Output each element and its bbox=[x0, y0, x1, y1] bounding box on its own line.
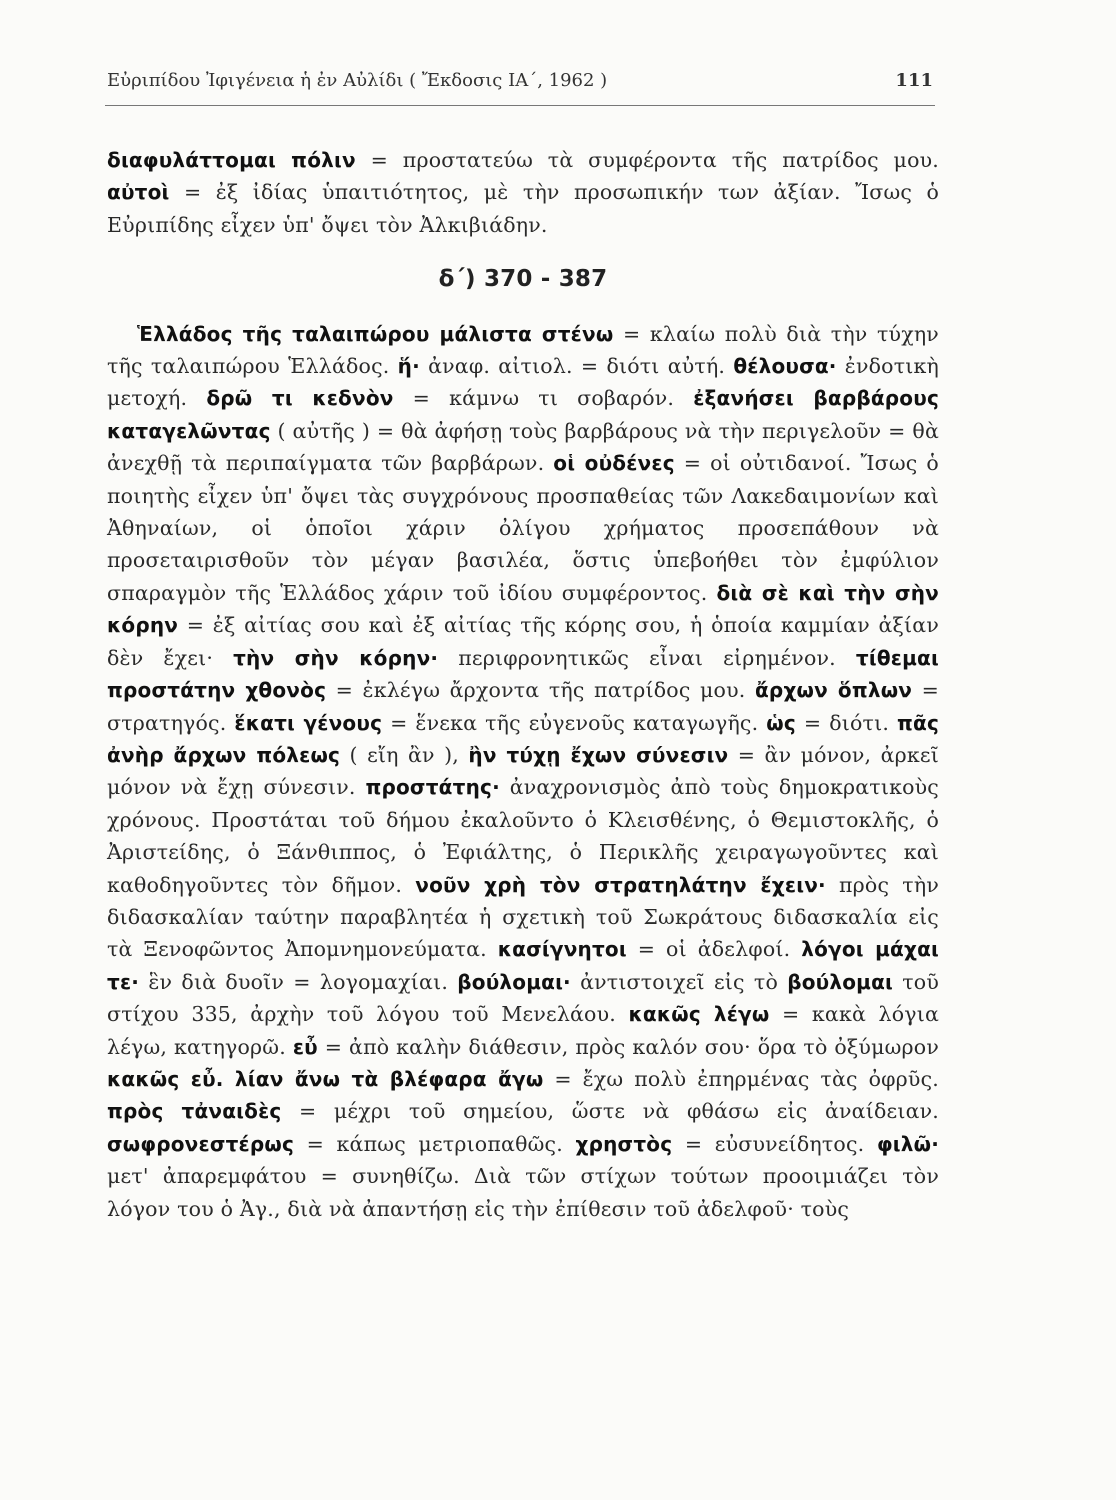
gloss-text: = διότι. bbox=[795, 710, 897, 735]
lemma: προστάτης· bbox=[365, 775, 500, 800]
lemma: ἄρχων ὅπλων bbox=[754, 678, 913, 703]
gloss-text: ( αὐτῆς ) = θὰ ἀφήσῃ τοὺς βαρβάρους νὰ τὴν περιγελοῦν = θὰ ἀνεχθῇ τὰ περιπαίγματα τῶν βαρβάρων. bbox=[107, 418, 939, 476]
gloss-text: = στρατηγός. bbox=[107, 678, 940, 735]
lemma: ἕκατι γένους bbox=[234, 710, 383, 735]
gloss-text: = ἀπὸ καλὴν διάθεσιν, πρὸς καλόν σου· ὅρα τὸ ὀξύμωρον bbox=[317, 1034, 939, 1059]
lemma: Ἑλλάδος τῆς ταλαιπώρου μάλιστα στένω bbox=[137, 321, 614, 346]
running-title: Εὐριπίδου Ἰφιγένεια ἡ ἐν Αὐλίδι ( Ἔκδοσις ΙΑ΄, 1962 ) bbox=[107, 70, 608, 91]
lemma: οἱ οὐδένες bbox=[553, 451, 675, 476]
page-number: 111 bbox=[895, 70, 933, 91]
lemma: κασίγνητοι bbox=[497, 937, 627, 962]
running-head bbox=[107, 70, 935, 91]
lemma: εὖ bbox=[292, 1034, 318, 1059]
lemma: ἢν τύχῃ ἔχων σύνεσιν bbox=[468, 742, 729, 767]
lemma: κακῶς εὖ. λίαν ἄνω τὰ βλέφαρα ἄγω bbox=[107, 1066, 544, 1091]
lemma: κακῶς λέγω bbox=[628, 1002, 770, 1027]
lemma: τίθεμαι προστάτην χθονὸς bbox=[107, 645, 939, 703]
lemma: βούλομαι· bbox=[457, 969, 571, 994]
lemma: διὰ σὲ καὶ τὴν σὴν κόρην bbox=[107, 580, 939, 638]
lemma: πᾶς ἀνὴρ ἄρχων πόλεως bbox=[107, 710, 940, 767]
gloss-text: τοῦ στίχου 335, ἀρχὴν τοῦ λόγου τοῦ Μενελάου. bbox=[107, 969, 939, 1027]
gloss-text: = εὐσυνείδητος. bbox=[672, 1131, 877, 1156]
lemma: χρηστὸς bbox=[575, 1131, 673, 1156]
lemma: φιλῶ· bbox=[876, 1131, 940, 1156]
lemma: ἐξανήσει βαρβάρους καταγελῶντας bbox=[107, 386, 940, 443]
lemma: ἥ· bbox=[397, 354, 420, 379]
gloss-text: ἐνδοτικὴ μετοχή. bbox=[107, 354, 939, 411]
gloss-text: = ἐκλέγω ἄρχοντα τῆς πατρίδος μου. bbox=[326, 678, 755, 703]
lemma: θέλουσα· bbox=[733, 354, 837, 379]
gloss-text: = κάμνω τι σοβαρόν. bbox=[393, 386, 694, 411]
lemma: δρῶ τι κεδνὸν bbox=[206, 386, 394, 411]
gloss-text: μετ' ἀπαρεμφάτου = συνηθίζω. Διὰ τῶν στίχων τούτων προοιμιάζει τὸν λόγον του ὁ Ἀγ., διὰ νὰ ἀπαντήσῃ εἰς τὴν ἐπίθεσιν τοῦ ἀδελφοῦ· τοὺς bbox=[107, 1164, 939, 1221]
gloss-text: περιφρονητικῶς εἶναι εἰρημένον. bbox=[438, 645, 856, 670]
gloss-text: ἀντιστοιχεῖ εἰς τὸ bbox=[570, 969, 788, 994]
body-text bbox=[107, 144, 939, 1225]
gloss-text: = ἔχω πολὺ ἐπηρμένας τὰς ὀφρῦς. bbox=[543, 1066, 939, 1091]
intro-paragraph bbox=[107, 144, 939, 241]
header-rule bbox=[105, 105, 935, 106]
lemma: διαφυλάττομαι πόλιν bbox=[107, 148, 356, 172]
gloss-text: = οἱ ἀδελφοί. bbox=[626, 937, 802, 962]
gloss-text: = μέχρι τοῦ σημείου, ὥστε νὰ φθάσω εἰς ἀναίδειαν. bbox=[281, 1099, 939, 1124]
lemma: πρὸς τἀναιδὲς bbox=[107, 1099, 282, 1124]
lemma: ὡς bbox=[766, 710, 796, 735]
gloss-text: = ἕνεκα τῆς εὐγενοῦς καταγωγῆς. bbox=[382, 710, 767, 735]
commentary-paragraph bbox=[107, 318, 939, 1225]
gloss-text: = κλαίω πολὺ διὰ τὴν τύχην τῆς ταλαιπώρου Ἑλλάδος. bbox=[107, 321, 939, 379]
gloss-text: ἓν διὰ δυοῖν = λογομαχίαι. bbox=[139, 969, 458, 994]
lemma: λόγοι μάχαι τε· bbox=[107, 937, 940, 994]
gloss-text: ἀναχρονισμὸς ἀπὸ τοὺς δημοκρατικοὺς χρόνους. Προστάται τοῦ δήμου ἐκαλοῦντο ὁ Κλεισθένης, ὁ Θεμιστοκλῆς, ὁ Ἀριστείδης, ὁ Ξάνθιππος, ὁ Ἐφιάλτης, ὁ Περικλῆς χειραγωγοῦντες καὶ καθοδηγοῦντες τὸν δῆμον. bbox=[107, 775, 939, 897]
lemma: τὴν σὴν κόρην· bbox=[233, 645, 439, 670]
gloss-text: πρὸς τὴν διδασκαλίαν ταύτην παραβλητέα ἡ σχετικὴ τοῦ Σωκράτους διδασκαλία εἰς τὰ Ξενοφῶντος Ἀπομνημονεύματα. bbox=[107, 872, 939, 962]
lemma: σωφρονεστέρως bbox=[107, 1131, 295, 1156]
lemma: βούλομαι bbox=[787, 969, 894, 994]
gloss-text: = κάπως μετριοπαθῶς. bbox=[294, 1131, 576, 1156]
lemma: αὐτοὶ bbox=[107, 180, 170, 205]
gloss-text: = ἐξ ἰδίας ὑπαιτιότητος, μὲ τὴν προσωπικήν των ἀξίαν. Ἴσως ὁ Εὐριπίδης εἶχεν ὑπ' ὄψει τὸν Ἀλκιβιάδην. bbox=[107, 180, 939, 237]
gloss-text: ἀναφ. αἰτιολ. = διότι αὐτή. bbox=[419, 354, 734, 379]
gloss-text: = ἂν μόνον, ἀρκεῖ μόνον νὰ ἔχῃ σύνεσιν. bbox=[107, 742, 939, 800]
gloss-text: = ἐξ αἰτίας σου καὶ ἐξ αἰτίας τῆς κόρης σου, ἡ ὁποία καμμίαν ἀξίαν δὲν ἔχει· bbox=[107, 613, 939, 670]
gloss-text: = οἱ οὐτιδανοί. Ἴσως ὁ ποιητὴς εἶχεν ὑπ' ὄψει τὰς συγχρόνους προσπαθείας τῶν Λακεδαιμονίων καὶ Ἀθηναίων, οἱ ὁποῖοι χάριν ὀλίγου χρήματος προσεπάθουν νὰ προσεταιρισθοῦν τὸν μέγαν βασιλέα, ὅστις ὑπεβοήθει τὸν ἐμφύλιον σπαραγμὸν τῆς Ἑλλάδος χάριν τοῦ ἰδίου συμφέροντος. bbox=[107, 451, 939, 605]
lemma: νοῦν χρὴ τὸν στρατηλάτην ἔχειν· bbox=[415, 872, 826, 897]
gloss-text: = προστατεύω τὰ συμφέροντα τῆς πατρίδος μου. bbox=[355, 148, 940, 172]
gloss-text: ( εἴη ἂν ), bbox=[340, 742, 469, 767]
gloss-text: = κακὰ λόγια λέγω, κατηγορῶ. bbox=[107, 1002, 939, 1059]
section-heading: δ΄) 370 - 387 bbox=[438, 266, 608, 293]
